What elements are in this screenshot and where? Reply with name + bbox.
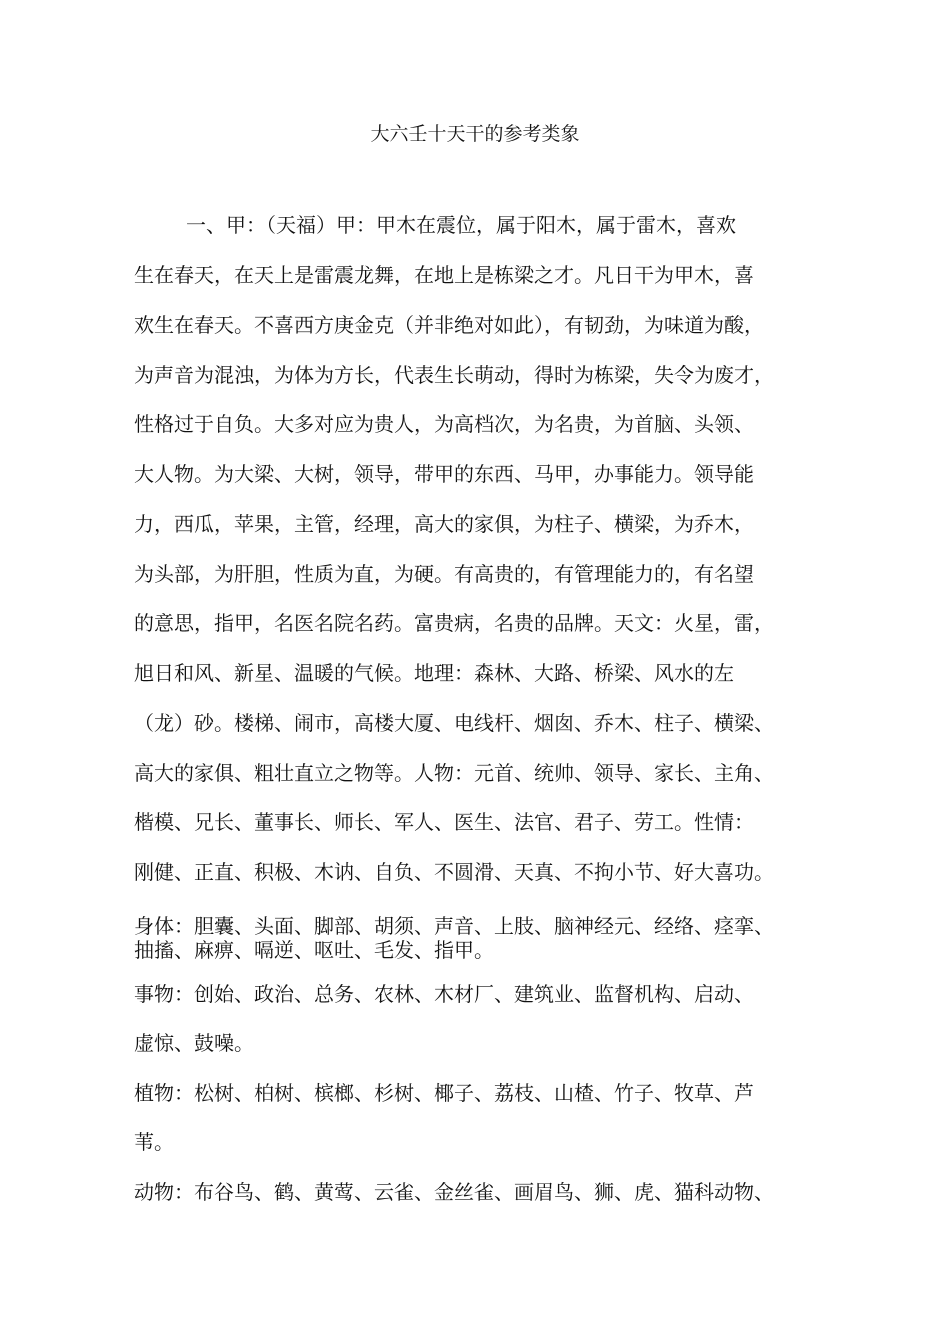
body-category-line: 身体：胆囊、头面、脚部、胡须、声音、上肢、脑神经元、经络、痉挛、: [134, 914, 774, 938]
plants-category-line: 苇。: [134, 1130, 174, 1154]
paragraph-line: 的意思，指甲，名医名院名药。富贵病，名贵的品牌。天文：火星，雷，: [134, 611, 774, 635]
paragraph-line: 为声音为混浊，为体为方长，代表生长萌动，得时为栋梁，失令为废才，: [134, 363, 774, 387]
paragraph-line: 高大的家俱、粗壮直立之物等。人物：元首、统帅、领导、家长、主角、: [134, 761, 774, 785]
paragraph-line: 刚健、正直、积极、木讷、自负、不圆滑、天真、不拘小节、好大喜功。: [134, 860, 774, 884]
matters-category-line: 事物：创始、政治、总务、农林、木材厂、建筑业、监督机构、启动、: [134, 982, 754, 1006]
paragraph-line: 楷模、兄长、董事长、师长、军人、医生、法官、君子、劳工。性情：: [134, 810, 754, 834]
paragraph-line: 为头部，为肝胆，性质为直，为硬。有高贵的，有管理能力的，有名望: [134, 562, 754, 586]
matters-category-line: 虚惊、鼓噪。: [134, 1031, 254, 1055]
paragraph-line: 一、甲：（天福）甲：甲木在震位，属于阳木，属于雷木，喜欢: [186, 213, 736, 237]
paragraph-line: 大人物。为大梁、大树，领导，带甲的东西、马甲，办事能力。领导能: [134, 462, 754, 486]
body-category-line: 抽搐、麻痹、嗝逆、呕吐、毛发、指甲。: [134, 938, 494, 962]
plants-category-line: 植物：松树、柏树、槟榔、杉树、椰子、荔枝、山楂、竹子、牧草、芦: [134, 1081, 754, 1105]
paragraph-line: 生在春天，在天上是雷震龙舞，在地上是栋梁之才。凡日干为甲木，喜: [134, 263, 754, 287]
paragraph-line: （龙）砂。楼梯、闹市，高楼大厦、电线杆、烟囱、乔木、柱子、横梁、: [134, 711, 774, 735]
paragraph-line: 旭日和风、新星、温暖的气候。地理：森林、大路、桥梁、风水的左: [134, 661, 734, 685]
document-title: 大六壬十天干的参考类象: [370, 123, 580, 145]
paragraph-line: 性格过于自负。大多对应为贵人，为高档次，为名贵，为首脑、头领、: [134, 412, 754, 436]
animals-category-line: 动物：布谷鸟、鹤、黄莺、云雀、金丝雀、画眉鸟、狮、虎、猫科动物、: [134, 1180, 774, 1204]
paragraph-line: 欢生在春天。不喜西方庚金克（并非绝对如此），有韧劲，为味道为酸，: [134, 313, 764, 337]
paragraph-line: 力，西瓜，苹果，主管，经理，高大的家俱，为柱子、横梁，为乔木，: [134, 512, 754, 536]
